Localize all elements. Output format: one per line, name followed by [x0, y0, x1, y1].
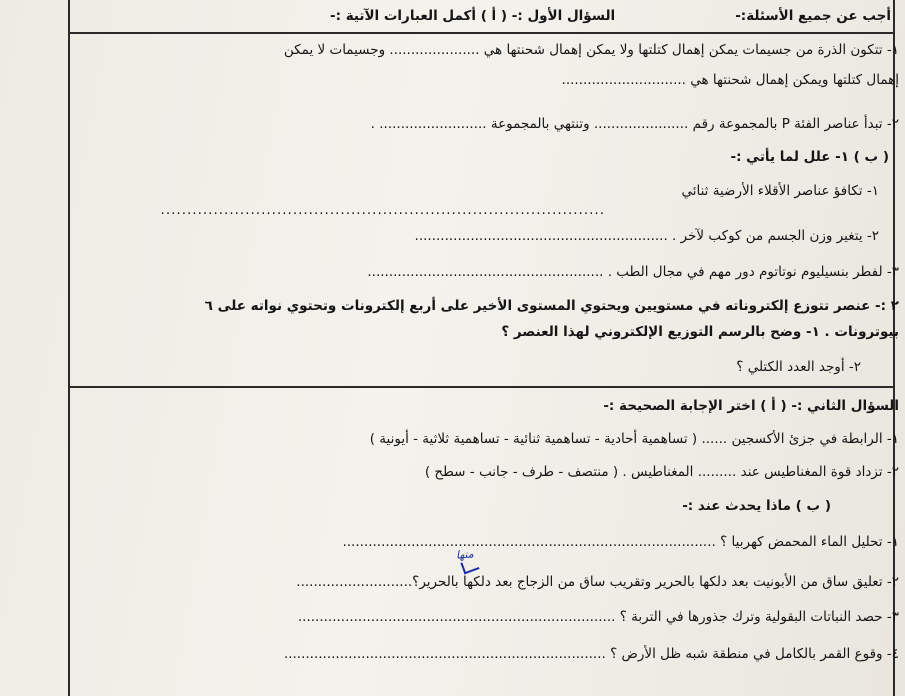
q1b-item-3: ٣- لفطر بنسيليوم نوتاتوم دور مهم في مجال الطب . .......................................................: [367, 264, 899, 280]
q1b-q2-line-3: ٢- أوجد العدد الكتلي ؟: [736, 359, 861, 375]
section-divider: [68, 386, 895, 388]
q1a-item-1-line-2: إهمال كتلتها ويمكن إهمال شحنتها هي .............................: [561, 72, 899, 88]
handwritten-correction: منها: [455, 547, 475, 562]
left-margin-line: [68, 0, 70, 696]
q2b-item-1: ١- تحليل الماء المحمض كهربيا ؟ .......................................................................................: [342, 534, 899, 550]
q1b-item-1-answer-dots: ....................................................................................: [160, 202, 605, 218]
q2b-header: ( ب ) ماذا يحدث عند :-: [682, 498, 831, 514]
q2b-item-4: ٤- وقوع القمر بالكامل في منطقة شبه ظل الأرض ؟ ...........................................................................: [283, 646, 899, 662]
q1b-item-1-text: ١- تكافؤ عناصر الأقلاء الأرضية ثنائي: [681, 183, 879, 199]
q1b-header: ( ب ) ١- علل لما يأتي :-: [730, 149, 889, 165]
q2a-item-2: ٢- تزداد قوة المغناطيس عند ......... المغناطيس . ( منتصف - طرف - جانب - سطح ): [424, 464, 899, 480]
q2b-item-3: ٣- حصد النباتات البقولية وترك جذورها في التربة ؟ ..........................................................................: [297, 609, 899, 625]
question-1-header: السؤال الأول :- ( أ ) أكمل العبارات الآتية :-: [330, 8, 616, 24]
q1b-q2-line-1: ٢ :- عنصر تتوزع إلكتروناته في مستويين ويحتوي المستوى الأخير على أربع إلكترونات وتحتوي نواته على ٦: [204, 298, 899, 314]
q1a-item-1-line-1: ١- تتكون الذرة من جسيمات يمكن إهمال كتلتها ولا يمكن إهمال شحنتها هي ..................... وجسيمات لا يمكن: [283, 42, 899, 58]
question-2-header: السؤال الثاني :- ( أ ) اختر الإجابة الصحيحة :-: [603, 398, 899, 414]
q2b-item-2: ٢- تعليق ساق من الأبونيت بعد دلكها بالحرير وتقريب ساق من الزجاج بعد دلكها بالحرير؟...........................: [296, 574, 899, 590]
q2a-item-1: ١- الرابطة في جزئ الأكسجين ...... ( تساهمية أحادية - تساهمية ثنائية - تساهمية ثلاثية - أيونية ): [369, 431, 899, 447]
q1b-item-2: ٢- يتغير وزن الجسم من كوكب لآخر . ...........................................................: [414, 228, 879, 244]
exam-instruction: أجب عن جميع الأسئلة:-: [735, 8, 891, 24]
header-divider: [68, 32, 895, 34]
q1a-item-2: ٢- تبدأ عناصر الفئة P بالمجموعة رقم ...................... وتنتهي بالمجموعة ......................... .: [370, 116, 899, 132]
q1b-q2-line-2: بيوترونات . ١- وضح بالرسم التوزيع الإلكتروني لهذا العنصر ؟: [501, 324, 899, 340]
